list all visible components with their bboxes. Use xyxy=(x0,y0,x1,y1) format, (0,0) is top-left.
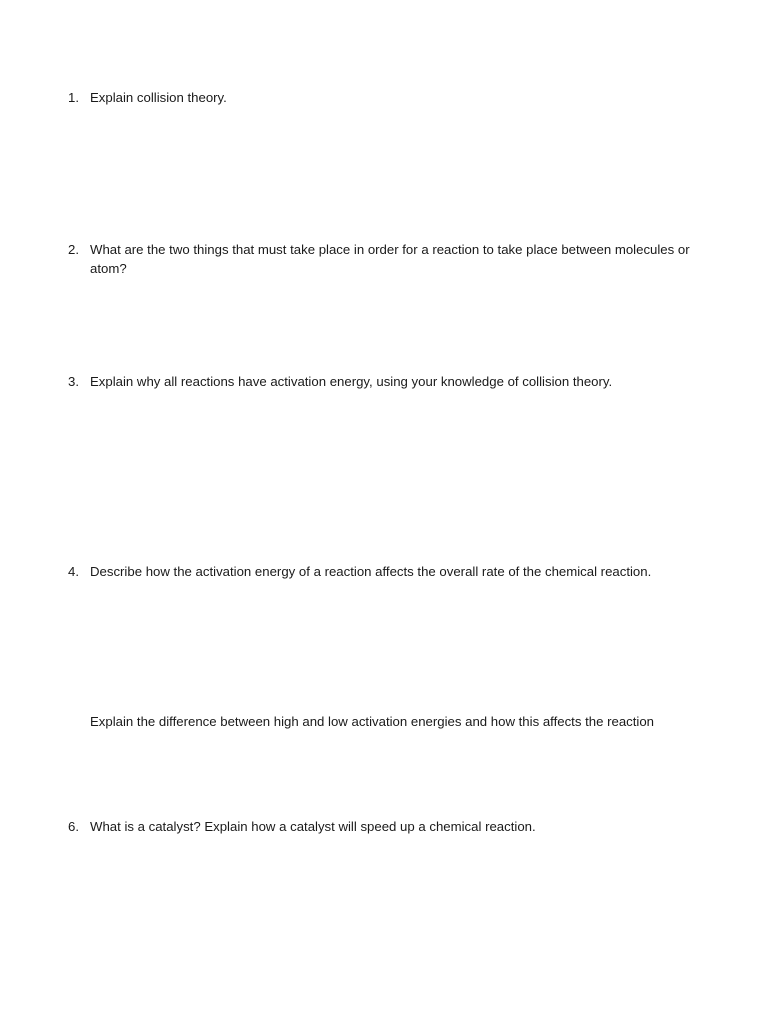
question-number xyxy=(68,712,90,731)
question-number: 1. xyxy=(68,90,79,105)
question-4 xyxy=(68,562,718,581)
question-5 xyxy=(68,712,718,731)
question-number: 6. xyxy=(68,819,79,834)
question-number: 2. xyxy=(68,242,79,257)
question-text: What are the two things that must take place in order for a reaction to take place between molecules or atom? xyxy=(90,242,690,276)
question-text: Explain why all reactions have activation energy, using your knowledge of collision theory. xyxy=(90,374,613,389)
question-text: Explain collision theory. xyxy=(90,90,227,105)
question-text: Describe how the activation energy of a reaction affects the overall rate of the chemical reaction. xyxy=(90,564,652,579)
question-6 xyxy=(68,817,718,836)
question-2 xyxy=(68,240,718,278)
question-number: 3. xyxy=(68,374,79,389)
question-text: What is a catalyst? Explain how a catalyst will speed up a chemical reaction. xyxy=(90,819,536,834)
question-1 xyxy=(68,88,718,107)
question-3 xyxy=(68,372,718,391)
question-number: 4. xyxy=(68,564,79,579)
question-text: Explain the difference between high and low activation energies and how this affects the reaction xyxy=(90,714,655,729)
